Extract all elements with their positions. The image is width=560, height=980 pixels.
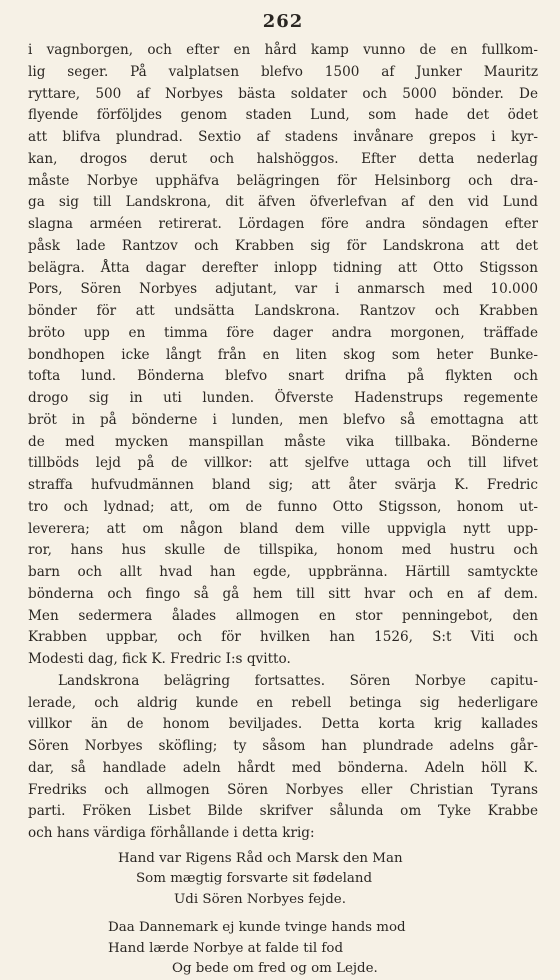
poem-line: Og bede om fred og om Lejde. <box>172 961 378 977</box>
poem-stanza <box>28 849 538 911</box>
text-line: Modesti dag, fick K. Fredric I:s qvitto. <box>28 651 291 667</box>
poem-quote <box>28 849 538 980</box>
text-line: bönderna och fingo så gå hem till sitt hvar och en af dem. <box>28 585 538 602</box>
poem-line: Udi Sören Norbyes fejde. <box>174 891 346 907</box>
page-number: 262 <box>262 11 304 32</box>
text-line: ga sig till Landskrona, dit äfven öfverlefvan af den vid Lund <box>28 194 538 211</box>
text-line: flyende förföljdes genom staden Lund, som hade det ödet <box>28 107 538 124</box>
text-line: lerade, och aldrig kunde en rebell betinga sig hederligare <box>28 694 538 711</box>
text-line: Pors, Sören Norbyes adjutant, var i anmarsch med 10.000 <box>28 281 538 298</box>
text-line: villkor än de honom beviljades. Detta korta krig kallades <box>28 716 538 733</box>
poem-line: Hand var Rigens Råd och Marsk den Man <box>118 850 403 866</box>
poem-line: Som mægtig forsvarte sit fødeland <box>136 871 373 887</box>
text-line: tillböds lejd på de villkor: att sjelfve uttaga och till lifvet <box>28 455 538 472</box>
text-line: drogo sig in uti lunden. Öfverste Hadenstrups regemente <box>28 390 538 406</box>
text-line: bönder för att undsätta Landskrona. Rantzov och Krabben <box>28 303 538 319</box>
text-line: Men sedermera ålades allmogen en stor penningebot, den <box>28 607 538 624</box>
text-line: barn och allt hvad han egde, uppbränna. Härtill samtyckte <box>28 564 538 580</box>
text-line: dar, så handlade adeln hårdt med bönderna. Adeln höll K. <box>28 759 538 776</box>
text-line: Fredriks och allmogen Sören Norbyes eller Christian Tyrans <box>28 781 538 798</box>
text-line: de med mycken manspillan måste vika tillbaka. Bönderne <box>28 433 538 450</box>
text-line: Sören Norbyes sköfling; ty såsom han plundrade adelns går- <box>28 738 538 754</box>
text-line: bröto upp en timma före dager andra morgonen, träffade <box>28 324 538 341</box>
text-line: Krabben uppbar, och för hvilken han 1526, S:t Viti och <box>28 629 538 646</box>
text-line: ror, hans hus skulle de tillspika, honom med hustru och <box>28 542 538 559</box>
text-line: att blifva plundrad. Sextio af stadens invånare grepos i kyr- <box>28 129 538 145</box>
text-line: måste Norbye upphäfva belägringen för Helsinborg och dra- <box>28 172 538 189</box>
text-line: kan, drogos derut och halshöggos. Efter detta nederlag <box>28 150 538 167</box>
body-text <box>28 40 538 845</box>
text-line: bröt in på bönderne i lunden, men blefvo så emottagna att <box>28 411 538 428</box>
text-line: belägra. Åtta dagar derefter inlopp tidning att Otto Stigsson <box>28 259 538 276</box>
text-line: parti. Fröken Lisbet Bilde skrifver sålunda om Tyke Krabbe <box>28 803 538 820</box>
text-line: leverera; att om någon bland dem ville uppvigla nytt upp- <box>28 520 538 537</box>
text-line: lig seger. På valplatsen blefvo 1500 af Junker Mauritz <box>28 63 538 80</box>
text-line: tofta lund. Bönderna blefvo snart drifna på flykten och <box>28 368 538 385</box>
text-line: tro och lydnad; att, om de funno Otto Stigsson, honom ut- <box>28 498 538 515</box>
poem-line: Hand lærde Norbye at falde til fod <box>108 940 344 956</box>
text-line: och hans värdiga förhållande i detta krig: <box>28 825 315 841</box>
text-line: påsk lade Rantzov och Krabben sig för Landskrona att det <box>28 237 538 254</box>
text-line: slagna arméen retirerat. Lördagen före andra söndagen efter <box>28 216 538 232</box>
text-line: i vagnborgen, och efter en hård kamp vunno de en fullkom- <box>28 42 538 58</box>
text-line: Landskrona belägring fortsattes. Sören Norbye capitu- <box>58 672 538 689</box>
text-line: ryttare, 500 af Norbyes bästa soldater och 5000 bönder. De <box>28 85 538 102</box>
text-line: bondhopen icke långt från en liten skog som heter Bunke- <box>28 346 538 363</box>
poem-stanza <box>28 918 538 980</box>
text-line: straffa hufvudmännen bland sig; att åter svärja K. Fredric <box>28 477 538 493</box>
poem-line: Daa Dannemark ej kunde tvinge hands mod <box>108 920 406 936</box>
